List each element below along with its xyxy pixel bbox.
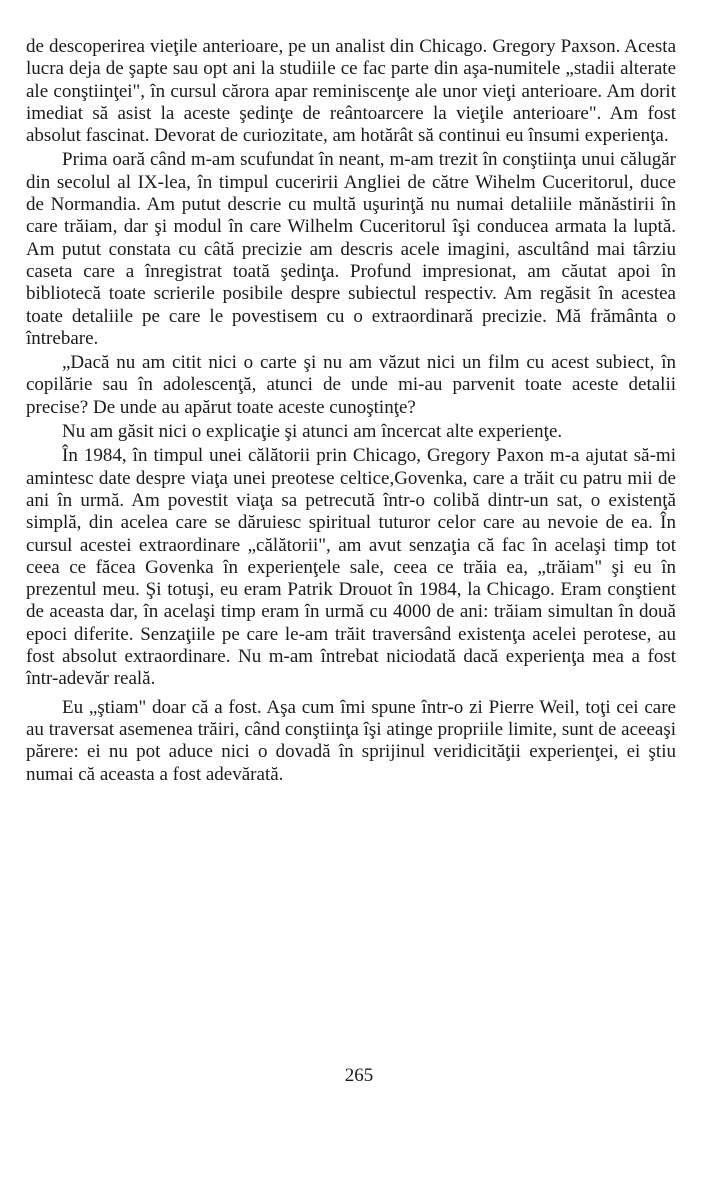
paragraph-3: „Dacă nu am citit nici o carte şi nu am văzut nici un film cu acest subiect, în copilărie sau în adolescenţă, atunci de unde mi-au parvenit toate aceste detalii precise? De unde au apărut toate aceste cunoştinţe? — [26, 352, 676, 418]
paragraph-2: Prima oară când m-am scufundat în neant, m-am trezit în conştiinţa unui călugăr din secolul al IX-lea, în timpul cuceririi Angliei de către Wihelm Cuceritorul, duce de Normandia. Am putut descrie cu multă uşurinţă nu numai detaliile mănăstirii în care trăiam, dar şi modul în care Wilhelm Cuceritorul îşi conducea armata la luptă. Am putut constata cu câtă precizie am descris acele imagini, ascultând mai târziu caseta care a înregistrat toată şedinţa. Profund impresionat, am căutat apoi în bibliotecă toate scrierile posibile despre subiectul respectiv. Am regăsit în acestea toate detaliile pe care le povestisem cu o extraordinară precizie. Mă frământa o întrebare. — [26, 149, 676, 349]
paragraph-1: de descoperirea vieţile anterioare, pe un analist din Chicago. Gregory Paxson. Acesta lucra deja de şapte sau opt ani la studiile ce fac parte din aşa-numitele „stadii alterate ale conştiinţei", în cursul cărora apar reminiscenţe ale unor vieţi anterioare. Am dorit imediat să asist la aceste şedinţe de reântoarcere la vieţile anterioare". Am fost absolut fascinat. Devorat de curiozitate, am hotărât să continui eu însumi experienţa. — [26, 36, 676, 147]
page-body — [26, 36, 676, 788]
page-number: 265 — [344, 1065, 374, 1086]
paragraph-5: În 1984, în timpul unei călătorii prin Chicago, Gregory Paxon m-a ajutat să-mi amintesc date despre viaţa unei preotese celtice,Govenka, care a trăit cu patru mii de ani în urmă. Am povestit viaţa sa petrecută într-o colibă dintr-un sat, o existenţă simplă, din acelea care se dăruiesc spiritual tuturor celor care au nevoie de ea. În cursul acestei extraordinare „călătorii", am avut senzaţia că fac în acelaşi timp tot ceea ce făcea Govenka în experienţele sale, ceea ce trăia ea, „trăiam" şi eu în prezentul meu. Şi totuşi, eu eram Patrik Drouot în 1984, la Chicago. Eram conştient de aceasta dar, în acelaşi timp eram în urmă cu 4000 de ani: trăiam simultan în două epoci diferite. Senzaţiile pe care le-am trăit traversând existenţa acelei perotese, au fost absolut extraordinare. Nu m-am întrebat niciodată dacă experienţa mea a fost într-adevăr reală. — [26, 445, 676, 690]
paragraph-6: Eu „ştiam" doar că a fost. Aşa cum îmi spune într-o zi Pierre Weil, toţi cei care au traversat asemenea trăiri, când conştiinţa îşi atinge propriile limite, sunt de aceeaşi părere: ei nu pot aduce nici o dovadă în sprijinul veridicităţii experienţei, ei ştiu numai că aceasta a fost adevărată. — [26, 696, 676, 785]
paragraph-4: Nu am găsit nici o explicaţie şi atunci am încercat alte experienţe. — [62, 421, 563, 443]
